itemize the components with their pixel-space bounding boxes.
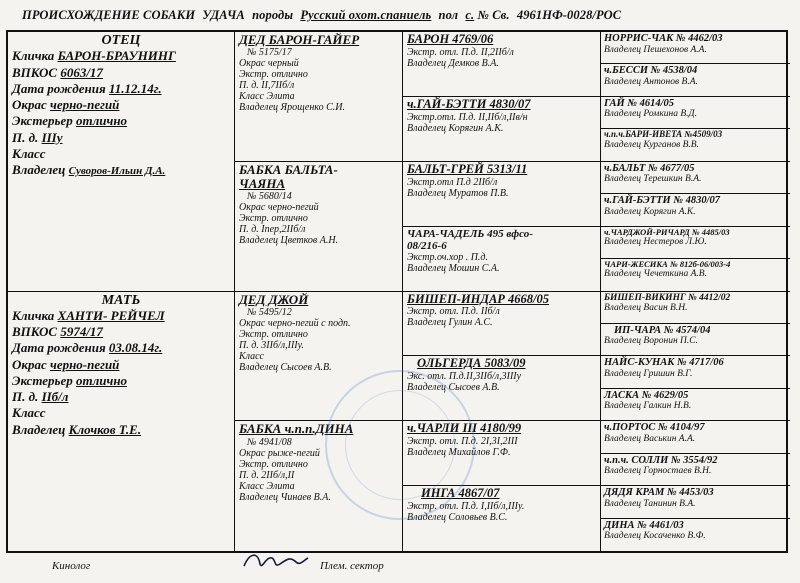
gg-name: ОЛЬГЕРДА 5083/09	[417, 356, 526, 371]
ggg-owner: Владелец Ромкина В.Д.	[604, 109, 697, 120]
ggg-cell	[601, 97, 790, 129]
grandparent-line: Экстр. отлично	[239, 328, 308, 340]
grandparent-line: П. д. 3IIб/л,IIIу.	[239, 339, 304, 351]
ggg-name: ч.п.ч.БАРИ-ИВЕТА №4509/03	[604, 129, 723, 140]
number-label: № Св.	[477, 8, 510, 22]
grandparent-name-line2: ЧАЯНА	[239, 176, 286, 192]
ggg-cell	[601, 292, 790, 324]
title-prefix: ПРОИСХОЖДЕНИЕ СОБАКИ	[22, 8, 196, 22]
exterior-label: Экстерьер	[12, 372, 73, 388]
grandparent-number: № 4941/08	[247, 436, 292, 448]
gg-line: Владелец Демков В.А.	[407, 57, 499, 69]
ggg-cell	[601, 64, 790, 96]
grandparent-line: Окрас рыже-пегий	[239, 447, 320, 459]
father-cell	[8, 32, 235, 292]
father-owner: Суворов-Ильин Д.А.	[68, 165, 166, 178]
father-heading: ОТЕЦ	[101, 33, 141, 48]
ggg-cell	[601, 259, 790, 291]
signature	[240, 548, 310, 574]
ggg-owner: Владелец Пешехонов А.А.	[604, 44, 707, 55]
ggg-name: ч.БАЛЬТ № 4677/05	[604, 162, 695, 174]
father-birthdate: 11.12.14г.	[108, 80, 162, 96]
great-grandparent-cell	[403, 162, 601, 227]
gg-line: Экстр. отл. П.д. I,IIб/л,IIIу.	[407, 500, 525, 512]
ggg-owner: Владелец Курганов В.В.	[604, 140, 699, 151]
ggg-owner: Владелец Корягин А.К.	[604, 206, 696, 217]
ggg-name: ИП-ЧАРА № 4574/04	[614, 324, 711, 336]
ggg-cell	[601, 421, 790, 453]
grandparent-number: № 5495/12	[247, 306, 292, 318]
mother-cell	[8, 292, 235, 552]
mother-birthdate: 03.08.14г.	[108, 340, 163, 356]
grandparent-line: Владелец Ярощенко С.И.	[239, 102, 345, 114]
ggg-owner: Владелец Косаченко В.Ф.	[604, 531, 706, 542]
ggg-name: ДИНА № 4461/03	[604, 519, 684, 531]
ggg-name: ДЯДЯ КРАМ № 4453/03	[604, 487, 714, 499]
owner-label: Владелец	[12, 162, 66, 178]
mother-exterior: отлично	[76, 372, 128, 388]
nickname-label: Кличка	[12, 307, 55, 323]
grandparent-name: БАБКА БАЛЬТА-	[239, 161, 338, 177]
ggg-owner: Владелец Чечеткина А.В.	[604, 269, 707, 280]
pd-label: П. д.	[12, 129, 39, 145]
ggg-owner: Владелец Васин В.Н.	[604, 302, 688, 313]
gg-name: ИНГА 4867/07	[421, 486, 500, 501]
class-label: Класс	[12, 405, 46, 421]
grandparent-cell	[235, 32, 403, 162]
grandparent-name: ДЕД БАРОН-ГАЙЕР	[239, 32, 360, 47]
gg-line: Владелец Сысоев А.В.	[407, 382, 500, 394]
owner-label: Владелец	[12, 421, 66, 437]
grandparent-name: ДЕД ДЖОЙ	[239, 291, 309, 307]
ggg-cell	[601, 32, 790, 64]
ggg-name: ГАЙ № 4614/05	[604, 97, 674, 109]
grandparent-line: Экстр. отлично	[239, 213, 308, 225]
ggg-cell	[601, 194, 790, 226]
ggg-cell	[601, 129, 790, 161]
grandparent-line: Класс	[239, 350, 264, 362]
color-label: Окрас	[12, 97, 47, 113]
mother-owner: Клочков Т.Е.	[68, 421, 142, 437]
ggg-name: НОРРИС-ЧАК № 4462/03	[604, 33, 723, 44]
mother-pd: IIб/л	[41, 389, 69, 405]
ggg-cell	[601, 519, 790, 551]
ggg-name: НАЙС-КУНАК № 4717/06	[604, 357, 724, 369]
great-grandparent-cell	[403, 32, 601, 97]
gg-line: Владелец Муратов П.В.	[407, 187, 509, 199]
grandparent-number: № 5175/17	[247, 47, 292, 59]
mother-heading: МАТЬ	[101, 292, 141, 308]
grandparent-line: Экстр. отлично	[239, 69, 308, 81]
breed-value: Русский охот.спаниель	[300, 8, 432, 22]
grandparent-line: Владелец Цветков А.Н.	[239, 235, 339, 247]
grandparent-cell	[235, 421, 403, 551]
ggg-owner: Владелец Гришин В.Г.	[604, 368, 693, 379]
grandparent-cell	[235, 292, 403, 422]
ggg-owner: Владелец Терешкин В.А.	[604, 174, 702, 185]
gg-line: Экстр.отл П.д 2IIб/л	[407, 176, 498, 188]
gg-line: Владелец Михайлов Г.Ф.	[407, 447, 511, 458]
vpkos-label: ВПКОС	[12, 64, 58, 80]
great-grandparent-cell	[403, 356, 601, 421]
gg-name: ч.ГАЙ-БЭТТИ 4830/07	[407, 96, 531, 111]
gg-name: БАРОН 4769/06	[407, 32, 494, 46]
grandparent-line: П. д. II,7IIб/л	[239, 80, 295, 92]
vpkos-label: ВПКОС	[12, 324, 58, 340]
gg-name: ч.ЧАРЛИ III 4180/99	[407, 421, 522, 436]
gg-name: ЧАРА-ЧАДЕЛЬ 495 вфсо-	[407, 227, 533, 240]
grandparent-line: Класс Элита	[239, 91, 295, 103]
grandparent-line: Владелец Сысоев А.В.	[239, 361, 332, 373]
ggg-name: БИШЕП-ВИКИНГ № 4412/02	[604, 292, 731, 303]
father-name: БАРОН-БРАУНИНГ	[57, 48, 176, 64]
great-grandparent-cell	[403, 97, 601, 162]
mother-vpkos: 5974/17	[60, 324, 103, 340]
grandparent-line: П. д. 2IIб/л,II	[239, 469, 295, 481]
ggg-cell	[601, 162, 790, 194]
gg-line: Экстр.отл. П.д. II,IIб/л,IIв/н	[407, 111, 528, 123]
ggg-owner: Владелец Васькин А.А.	[604, 433, 696, 444]
footer-cynologist: Кинолог	[52, 560, 91, 572]
dog-name: УДАЧА	[202, 8, 245, 22]
ggg-name: ЛАСКА № 4629/05	[604, 389, 689, 401]
gg-line: Экстр.оч.хор . П.д.	[407, 251, 488, 263]
birthdate-label: Дата рождения	[12, 80, 106, 96]
grandparent-line: Окрас черный	[239, 58, 299, 70]
great-grandparent-cell	[403, 227, 601, 292]
breed-label: породы	[252, 8, 294, 22]
grandparent-line: Владелец Чинаев В.А.	[239, 491, 331, 503]
grandparent-line: Окрас черно-пегий с подп.	[239, 317, 351, 329]
ggg-name: ч.п.ч. СОЛЛИ № 3554/92	[604, 454, 718, 466]
great-grandparent-cell	[403, 486, 601, 551]
gg-line: Владелец Мошин С.А.	[407, 262, 500, 274]
color-label: Окрас	[12, 356, 47, 372]
father-exterior: отлично	[76, 113, 128, 129]
ggg-cell	[601, 389, 790, 421]
ggg-cell	[601, 227, 790, 259]
gg-line: Владелец Корягин А.К.	[407, 122, 504, 134]
ggg-owner: Владелец Танинин В.А.	[604, 498, 696, 509]
gg-name: БИШЕП-ИНДАР 4668/05	[407, 291, 550, 306]
gg-name-line2: 08/216-6	[407, 239, 447, 252]
sex-label: пол	[438, 8, 459, 22]
ggg-name: ч.ЧАРДЖОЙ-РИЧАРД № 4485/03	[604, 226, 730, 237]
ggg-owner: Владелец Антонов В.А.	[604, 76, 698, 87]
father-pd: IIIу	[41, 129, 63, 145]
great-grandparent-cell	[403, 292, 601, 357]
document-title	[22, 8, 792, 28]
pedigree-table	[6, 30, 788, 553]
grandparent-cell	[235, 162, 403, 292]
father-vpkos: 6063/17	[60, 64, 103, 80]
gg-line: Экстр. отл. П.д. IIб/л	[407, 306, 500, 318]
mother-name: ХАНТИ- РЕЙЧЕЛ	[57, 307, 165, 323]
grandparent-line: П. д. Iпер,2IIб/л	[239, 224, 306, 236]
footer-breeding-sector: Плем. сектор	[320, 560, 384, 572]
grandparent-line: Класс Элита	[239, 480, 295, 492]
ggg-cell	[601, 454, 790, 486]
ggg-cell	[601, 324, 790, 356]
pd-label: П. д.	[12, 389, 39, 405]
grandparent-line: Экстр. отлично	[239, 458, 308, 470]
nickname-label: Кличка	[12, 48, 55, 64]
ggg-name: ЧАРИ-ЖЕСИКА № 812б-06/003-4	[604, 259, 731, 270]
ggg-name: ч.БЕССИ № 4538/04	[604, 65, 698, 77]
grandparent-line: Окрас черно-пегий	[239, 202, 319, 214]
ggg-owner: Владелец Нестеров Л.Ю.	[604, 236, 707, 247]
registration-number: 4961НФ-0028/РОС	[516, 8, 622, 22]
grandparent-number: № 5680/14	[247, 191, 292, 203]
sex-value: с.	[465, 8, 475, 22]
gg-line: Экстр. отл. П.д. 2I,3I,2III	[407, 436, 518, 447]
ggg-owner: Владелец Горностаев В.Н.	[604, 466, 712, 477]
mother-color: черно-пегий	[50, 356, 120, 372]
father-color: черно-пегий	[50, 97, 120, 113]
ggg-owner: Владелец Воронин П.С.	[604, 336, 698, 347]
gg-line: Владелец Соловьев В.С.	[407, 511, 508, 523]
grandparent-name: БАБКА ч.п.п.ДИНА	[239, 421, 354, 437]
ggg-cell	[601, 486, 790, 518]
ggg-cell	[601, 356, 790, 388]
class-label: Класс	[12, 145, 46, 161]
birthdate-label: Дата рождения	[12, 340, 106, 356]
gg-line: Экс. отл. П.д.II,3IIб/л,3IIIу	[407, 371, 522, 383]
gg-name: БАЛЬТ-ГРЕЙ 5313/11	[407, 161, 528, 176]
gg-line: Экстр. отл. П.д. II,2IIб/л	[407, 46, 514, 58]
great-grandparent-cell	[403, 421, 601, 486]
ggg-name: ч.ПОРТОС № 4104/97	[604, 422, 705, 434]
exterior-label: Экстерьер	[12, 113, 73, 129]
ggg-name: ч.ГАЙ-БЭТТИ № 4830/07	[604, 195, 720, 207]
gg-line: Владелец Гулин А.С.	[407, 317, 493, 329]
ggg-owner: Владелец Галкин Н.В.	[604, 401, 692, 412]
